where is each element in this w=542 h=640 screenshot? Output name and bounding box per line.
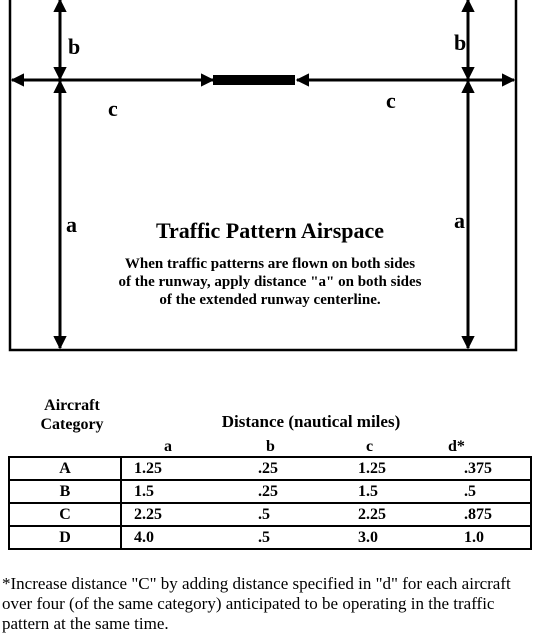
category-cell: D bbox=[9, 526, 121, 549]
table-row bbox=[9, 480, 531, 503]
table-row bbox=[9, 503, 531, 526]
value-b-cell: .5 bbox=[254, 503, 358, 526]
value-b-cell: .25 bbox=[258, 459, 278, 477]
table-row bbox=[9, 457, 531, 480]
value-d-cell: .375 bbox=[464, 459, 492, 477]
value-d-cell: .875 bbox=[458, 503, 531, 526]
value-c-cell: 3.0 bbox=[358, 526, 458, 549]
value-b-cell: .5 bbox=[254, 526, 358, 549]
value-c-cell: 1.25 bbox=[358, 459, 386, 477]
diagram-note-line-3: of the extended runway centerline. bbox=[159, 292, 381, 308]
footnote: *Increase distance "C" by adding distance specified in "d" for each aircraft over four (of the same category) anticipated to be operating in the traffic pattern at the same time. bbox=[2, 574, 511, 633]
label-b-right: b bbox=[454, 30, 467, 55]
value-c-cell: 2.25 bbox=[358, 503, 458, 526]
diagram-note-line-1: When traffic patterns are flown on both sides bbox=[124, 256, 416, 272]
category-header-line-2: Category bbox=[40, 416, 104, 433]
category-cell: C bbox=[9, 503, 121, 526]
category-cell: B bbox=[9, 480, 121, 503]
value-b-cell: .25 bbox=[254, 480, 358, 503]
value-a-cell: 2.25 bbox=[121, 503, 254, 526]
value-a-cell: 1.25 bbox=[134, 459, 162, 477]
label-a-left: a bbox=[66, 212, 77, 237]
runway bbox=[213, 75, 295, 85]
category-header bbox=[20, 396, 124, 434]
category-header-line-1: Aircraft bbox=[44, 397, 100, 414]
value-d-cell: 1.0 bbox=[458, 526, 531, 549]
diagram-title: Traffic Pattern Airspace bbox=[155, 218, 385, 243]
column-header-a: a bbox=[164, 438, 172, 455]
value-c-cell: 1.5 bbox=[358, 480, 458, 503]
label-c-left: c bbox=[108, 96, 118, 121]
column-header-b: b bbox=[266, 438, 275, 455]
category-cell: A bbox=[9, 457, 121, 480]
column-header-d: d* bbox=[448, 438, 465, 455]
table-row bbox=[9, 526, 531, 549]
column-header-c: c bbox=[366, 438, 374, 455]
label-b-left: b bbox=[68, 34, 81, 59]
distance-table bbox=[8, 456, 532, 550]
distance-header: Distance (nautical miles) bbox=[221, 412, 401, 431]
value-a-cell: 4.0 bbox=[121, 526, 254, 549]
label-c-right: c bbox=[386, 88, 396, 113]
value-a-cell: 1.5 bbox=[121, 480, 254, 503]
value-d-cell: .5 bbox=[458, 480, 531, 503]
diagram-note-line-2: of the runway, apply distance "a" on both sides bbox=[118, 274, 422, 290]
label-a-right: a bbox=[454, 208, 465, 233]
